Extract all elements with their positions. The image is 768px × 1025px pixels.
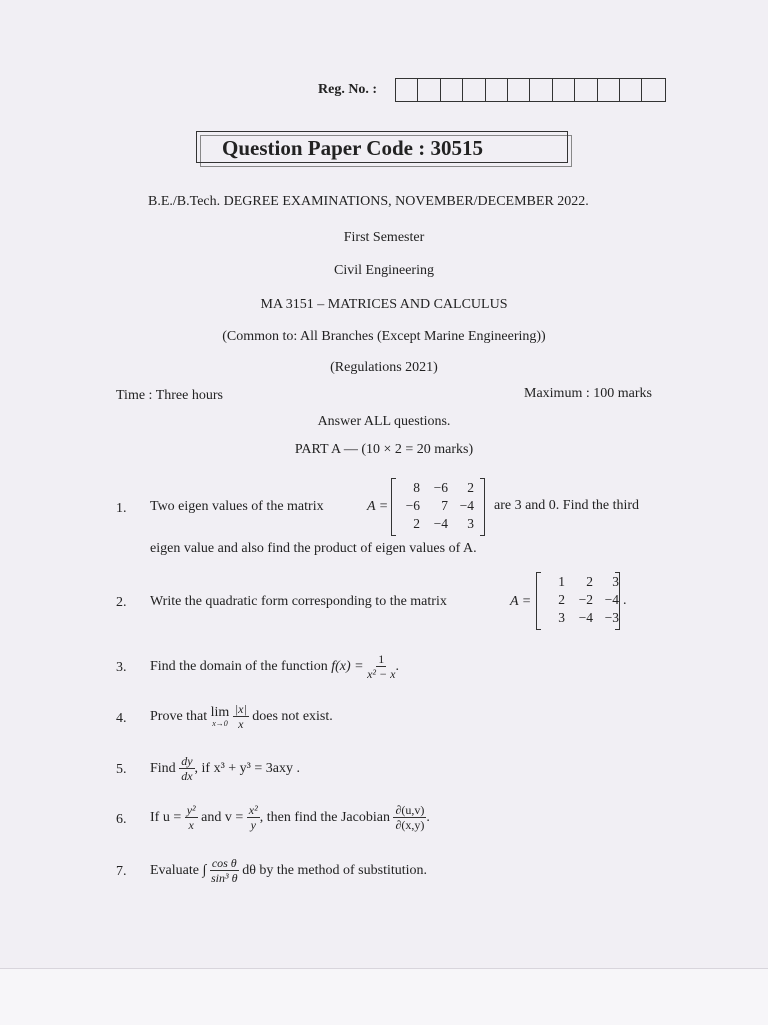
q5-numerator: dy: [181, 754, 193, 769]
reg-no-box: [553, 79, 575, 101]
time-label: Time : Three hours: [116, 388, 223, 403]
q1-lhs: A =: [367, 499, 389, 514]
q1-matrix: [396, 479, 474, 533]
q2-text-end: .: [623, 593, 627, 608]
q2-matrix-cell: 3: [612, 574, 619, 589]
q4-denominator: x: [238, 717, 244, 732]
reg-no-box: [642, 79, 664, 101]
q1-text-line2: eigen value and also find the product of eigen values of A.: [150, 541, 477, 556]
q5-line: [150, 753, 300, 785]
q2-matrix-cell: 2: [558, 592, 565, 607]
q6-jacobian-denominator: ∂(x,y): [395, 818, 425, 833]
q2-lhs: A =: [510, 594, 532, 609]
semester: First Semester: [343, 230, 425, 245]
part-a-heading: PART A — (10 × 2 = 20 marks): [294, 442, 474, 457]
q6-v-denominator: y: [250, 818, 256, 833]
exam-title: B.E./B.Tech. DEGREE EXAMINATIONS, NOVEMBER/DECEMBER 2022.: [148, 194, 589, 209]
q4-fraction: [233, 703, 249, 730]
q6-u-denominator: x: [188, 818, 194, 833]
q1-number: 1.: [116, 501, 127, 516]
q1-matrix-row: [396, 479, 474, 497]
q4-limit: [211, 706, 230, 728]
q6-number: 6.: [116, 812, 127, 827]
q1-text: Two eigen values of the matrix: [150, 499, 324, 514]
q1-matrix-row: [396, 515, 474, 533]
q4-lim-subscript: x→0: [212, 718, 228, 728]
q5-number: 5.: [116, 762, 127, 777]
q2-matrix-cell: −4: [604, 592, 619, 607]
q1-matrix-cell: 7: [441, 498, 448, 513]
q7-line: [150, 853, 427, 889]
q6-jacobian: [393, 804, 426, 831]
q5-text: Find: [150, 761, 176, 776]
branch: Civil Engineering: [334, 263, 434, 278]
q6-v-numerator: x²: [248, 803, 258, 818]
q2-matrix-cell: −4: [578, 610, 593, 625]
q3-number: 3.: [116, 660, 127, 675]
q3-function: f(x) =: [331, 659, 364, 674]
reg-no-label: Reg. No. :: [318, 82, 378, 97]
q7-text: Evaluate ∫: [150, 863, 207, 878]
q3-denominator: x² − x: [367, 667, 396, 682]
q3-fraction: [367, 653, 395, 680]
q3-text: Find the domain of the function: [150, 659, 328, 674]
q7-fraction: [210, 857, 239, 884]
q4-number: 4.: [116, 711, 127, 726]
q6-text-post: , then find the Jacobian: [259, 810, 390, 825]
q7-number: 7.: [116, 864, 127, 879]
q5-derivative: [179, 755, 194, 782]
scan-bottom-margin: [0, 968, 768, 1025]
reg-no-box: [620, 79, 642, 101]
instructions: Answer ALL questions.: [317, 414, 451, 429]
q4-text: Prove that: [150, 709, 208, 724]
q2-number: 2.: [116, 595, 127, 610]
q1-matrix-cell: 8: [413, 480, 420, 495]
q2-matrix-cell: −3: [604, 610, 619, 625]
regulations: (Regulations 2021): [330, 360, 438, 375]
q7-numerator: cos θ: [211, 856, 237, 871]
q1-matrix-cell: −4: [433, 516, 448, 531]
reg-no-boxes: [395, 78, 666, 102]
q2-matrix-cell: −2: [578, 592, 593, 607]
reg-no-box: [530, 79, 552, 101]
q3-end: .: [395, 659, 399, 674]
q2-matrix-row: [541, 609, 619, 627]
q5-text-end: , if x³ + y³ = 3axy .: [194, 761, 300, 776]
q5-denominator: dx: [181, 769, 193, 784]
q1-matrix-cell: −6: [405, 498, 420, 513]
q2-matrix-cell: 2: [586, 574, 593, 589]
q2-matrix-right-bracket: [615, 572, 620, 630]
q2-matrix-cell: 3: [558, 610, 565, 625]
q1-matrix-cell: 3: [467, 516, 474, 531]
q1-matrix-cell: −4: [459, 498, 474, 513]
max-marks: Maximum : 100 marks: [524, 386, 652, 401]
q2-matrix-row: [541, 591, 619, 609]
common-to: (Common to: All Branches (Except Marine Engineering)): [222, 329, 546, 344]
q2-matrix-row: [541, 573, 619, 591]
q1-matrix-cell: −6: [433, 480, 448, 495]
q4-lim-word: lim: [210, 704, 230, 720]
course-title: MA 3151 – MATRICES AND CALCULUS: [260, 297, 508, 312]
q6-end: .: [426, 810, 430, 825]
reg-no-box: [441, 79, 463, 101]
q6-text: If u =: [150, 810, 182, 825]
q1-text-end: are 3 and 0. Find the third: [494, 498, 640, 513]
q1-matrix-cell: 2: [467, 480, 474, 495]
q2-text: Write the quadratic form corresponding to the matrix: [150, 594, 447, 609]
reg-no-box: [463, 79, 485, 101]
q6-v-fraction: [247, 804, 260, 831]
reg-no-box: [598, 79, 620, 101]
reg-no-box: [486, 79, 508, 101]
q6-u-fraction: [185, 804, 198, 831]
reg-no-box: [418, 79, 440, 101]
q7-denominator: sin³ θ: [211, 871, 238, 886]
q3-line: [150, 652, 399, 682]
q3-numerator: 1: [378, 652, 385, 667]
paper-code: Question Paper Code : 30515: [222, 136, 483, 160]
q4-line: [150, 700, 333, 734]
q1-matrix-right-bracket: [480, 478, 485, 536]
q6-u-numerator: y²: [186, 803, 196, 818]
q1-matrix-cell: 2: [413, 516, 420, 531]
reg-no-box: [575, 79, 597, 101]
q2-matrix-cell: 1: [558, 574, 565, 589]
q4-text-end: does not exist.: [252, 709, 333, 724]
q6-line: [150, 800, 430, 836]
q2-matrix: [541, 573, 619, 627]
q4-numerator: |x|: [234, 702, 247, 717]
q6-text-mid: and v =: [201, 810, 244, 825]
q7-text-end: dθ by the method of substitution.: [242, 863, 428, 878]
q6-jacobian-numerator: ∂(u,v): [395, 803, 425, 818]
reg-no-box: [396, 79, 418, 101]
q1-matrix-row: [396, 497, 474, 515]
reg-no-box: [508, 79, 530, 101]
